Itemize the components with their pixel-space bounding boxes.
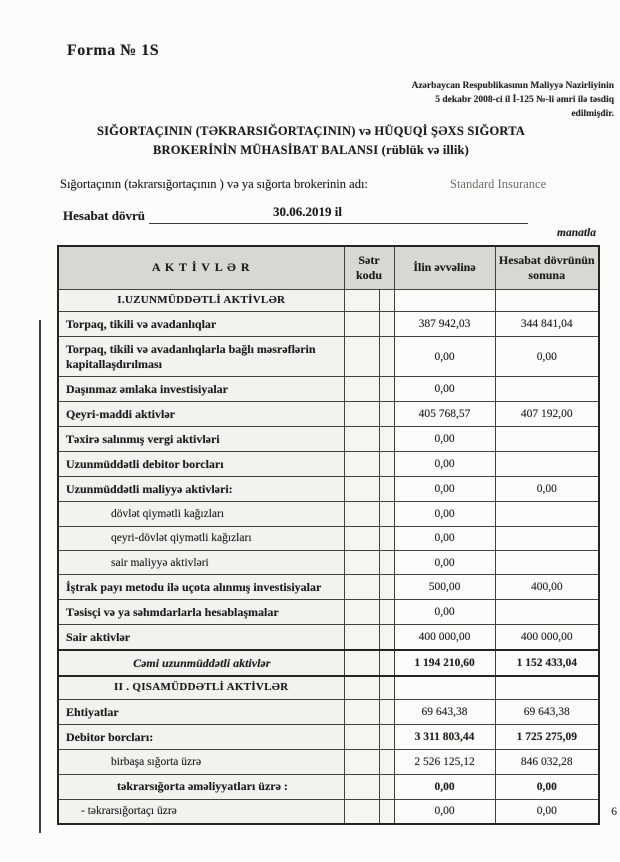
start-value-cell: 1 194 210,60 — [394, 650, 495, 676]
end-value-cell: 0,00 — [495, 477, 599, 502]
end-value-cell — [495, 551, 599, 575]
scan-edge-artifact — [39, 320, 41, 833]
approval-note-line: edilmişdir. — [571, 108, 614, 119]
form-number: Forma № 1S — [67, 42, 160, 59]
end-value-cell: 0,00 — [495, 799, 599, 824]
balance-table — [57, 245, 600, 825]
end-value-cell: 1 152 433,04 — [495, 650, 599, 676]
row-code-cell-inner — [379, 551, 394, 575]
table-row — [58, 377, 599, 402]
row-label: dövlət qiymətli kağızları — [58, 502, 344, 526]
row-code-cell — [344, 526, 379, 550]
row-code-cell — [344, 676, 379, 699]
row-code-cell-inner — [379, 502, 394, 526]
row-code-cell-inner — [379, 312, 394, 337]
table-row — [58, 337, 599, 377]
underline-blank — [149, 206, 271, 224]
end-value-cell: 0,00 — [495, 774, 599, 799]
row-code-cell — [344, 799, 379, 824]
row-label: - təkrarsığortaçı üzrə — [58, 799, 344, 824]
row-label: Uzunmüddətli maliyyə aktivləri: — [58, 477, 344, 502]
row-label: birbaşa sığorta üzrə — [58, 750, 344, 774]
row-code-cell-inner — [379, 477, 394, 502]
start-value-cell: 0,00 — [394, 600, 495, 625]
start-value-cell: 0,00 — [394, 427, 495, 452]
row-code-cell — [344, 452, 379, 477]
start-value-cell: 387 942,03 — [394, 312, 495, 337]
row-code-cell-inner — [379, 452, 394, 477]
table-row — [58, 575, 599, 600]
assets-header-cell: A K T İ V L Ə R — [58, 246, 344, 289]
row-label: Torpaq, tikili və avadanlıqlar — [58, 312, 344, 337]
page-number: 6 — [611, 806, 617, 818]
end-value-cell — [495, 502, 599, 526]
end-value-cell — [495, 427, 599, 452]
currency-note: manatla — [557, 227, 596, 239]
end-value-cell — [495, 600, 599, 625]
table-row — [58, 502, 599, 526]
table-row — [58, 725, 599, 750]
row-code-cell — [344, 312, 379, 337]
report-period-label: Hesabat dövrü — [63, 208, 145, 223]
document-title — [55, 122, 567, 160]
start-value-cell: 0,00 — [394, 551, 495, 575]
row-code-cell-inner — [379, 650, 394, 676]
table-row — [58, 526, 599, 550]
balance-table-body — [58, 289, 599, 824]
row-label: Ehtiyatlar — [58, 700, 344, 725]
row-label: Cəmi uzunmüddətli aktivlər — [58, 650, 344, 676]
start-value-cell: 405 768,57 — [394, 402, 495, 427]
row-label: I.UZUNMÜDDƏTLİ AKTİVLƏR — [58, 289, 344, 312]
section-row — [58, 676, 599, 699]
end-of-period-header-cell: Hesabat dövrünün sonuna — [495, 246, 599, 289]
insurer-name-row — [60, 177, 600, 192]
start-value-cell: 0,00 — [394, 502, 495, 526]
start-of-year-header-cell: İlin əvvəlinə — [394, 246, 495, 289]
start-value-cell: 0,00 — [394, 774, 495, 799]
table-row — [58, 551, 599, 575]
end-value-cell: 344 841,04 — [495, 312, 599, 337]
start-value-cell: 0,00 — [394, 452, 495, 477]
row-code-cell-inner — [379, 625, 394, 651]
approval-note — [324, 80, 614, 121]
row-label: sair maliyyə aktivləri — [58, 551, 344, 575]
row-code-cell — [344, 774, 379, 799]
start-value-cell: 0,00 — [394, 799, 495, 824]
end-value-cell — [495, 377, 599, 402]
start-value-cell — [394, 289, 495, 312]
row-code-cell-inner — [379, 427, 394, 452]
row-code-cell-inner — [379, 289, 394, 312]
table-row — [58, 600, 599, 625]
row-code-cell-inner — [379, 600, 394, 625]
row-code-cell — [344, 700, 379, 725]
balance-table-header — [58, 246, 599, 289]
report-period-value: 30.06.2019 il — [271, 204, 348, 224]
row-code-cell — [344, 750, 379, 774]
row-code-cell-inner — [379, 799, 394, 824]
approval-note-line: 5 dekabr 2008-ci il İ-125 №-li əmri ilə təsdiq — [435, 94, 614, 105]
insurer-name-label: Sığortaçının (təkrarsığortaçının ) və ya sığorta brokerinin adı: — [60, 177, 368, 191]
start-value-cell: 0,00 — [394, 526, 495, 550]
row-label: II . QISAMÜDDƏTLİ AKTİVLƏR — [58, 676, 344, 699]
table-row — [58, 402, 599, 427]
table-row — [58, 650, 599, 676]
start-value-cell: 400 000,00 — [394, 625, 495, 651]
row-code-header-cell: Sətr kodu — [344, 246, 394, 289]
row-code-cell-inner — [379, 575, 394, 600]
table-row — [58, 427, 599, 452]
row-code-cell-inner — [379, 750, 394, 774]
row-code-cell — [344, 337, 379, 377]
row-label: Torpaq, tikili və avadanlıqlarla bağlı məsrəflərin kapitallaşdırılması — [58, 337, 344, 377]
row-code-cell — [344, 502, 379, 526]
row-code-cell-inner — [379, 402, 394, 427]
row-code-cell-inner — [379, 337, 394, 377]
row-label: qeyri-dövlət qiymətli kağızları — [58, 526, 344, 550]
header-row — [58, 246, 599, 289]
table-row — [58, 799, 599, 824]
end-value-cell: 400,00 — [495, 575, 599, 600]
end-value-cell — [495, 452, 599, 477]
start-value-cell: 0,00 — [394, 477, 495, 502]
section-row — [58, 289, 599, 312]
row-code-cell — [344, 289, 379, 312]
row-code-cell-inner — [379, 700, 394, 725]
end-value-cell — [495, 526, 599, 550]
row-label: Debitor borcları: — [58, 725, 344, 750]
start-value-cell: 2 526 125,12 — [394, 750, 495, 774]
row-code-cell-inner — [379, 676, 394, 699]
document-title-line: BROKERİNİN MÜHASİBAT BALANSI (rüblük və illik) — [152, 142, 470, 157]
row-code-cell — [344, 427, 379, 452]
row-label: Sair aktivlər — [58, 625, 344, 651]
end-value-cell: 1 725 275,09 — [495, 725, 599, 750]
row-code-cell — [344, 625, 379, 651]
row-label: təkrarsığorta əməliyyatları üzrə : — [58, 774, 344, 799]
start-value-cell: 69 643,38 — [394, 700, 495, 725]
approval-note-line: Azərbaycan Respublikasının Maliyyə Nazirliyinin — [411, 81, 614, 91]
table-row — [58, 477, 599, 502]
row-label: Qeyri-maddi aktivlər — [58, 402, 344, 427]
report-period-row — [63, 204, 528, 224]
start-value-cell: 500,00 — [394, 575, 495, 600]
document-title-line: SIĞORTAÇININ (TƏKRARSIĞORTAÇININ) və HÜQUQİ ŞƏXS SIĞORTA — [96, 124, 526, 138]
start-value-cell — [394, 676, 495, 699]
start-value-cell: 0,00 — [394, 377, 495, 402]
table-row — [58, 312, 599, 337]
insurer-name-value: Standard Insurance — [450, 177, 547, 191]
table-row — [58, 750, 599, 774]
row-code-cell — [344, 600, 379, 625]
table-row — [58, 452, 599, 477]
table-row — [58, 700, 599, 725]
table-row — [58, 774, 599, 799]
row-code-cell — [344, 575, 379, 600]
end-value-cell: 400 000,00 — [495, 625, 599, 651]
end-value-cell: 69 643,38 — [495, 700, 599, 725]
row-label: Təxirə salınmış vergi aktivləri — [58, 427, 344, 452]
row-code-cell — [344, 377, 379, 402]
row-code-cell-inner — [379, 377, 394, 402]
row-label: İştrak payı metodu ilə uçota alınmış investisiyalar — [58, 575, 344, 600]
end-value-cell: 407 192,00 — [495, 402, 599, 427]
row-code-cell-inner — [379, 774, 394, 799]
start-value-cell: 0,00 — [394, 337, 495, 377]
row-code-cell — [344, 477, 379, 502]
row-code-cell — [344, 402, 379, 427]
row-code-cell — [344, 551, 379, 575]
row-code-cell — [344, 725, 379, 750]
row-code-cell — [344, 650, 379, 676]
end-value-cell: 846 032,28 — [495, 750, 599, 774]
start-value-cell: 3 311 803,44 — [394, 725, 495, 750]
row-label: Təsisçi və ya səhmdarlarla hesablaşmalar — [58, 600, 344, 625]
row-code-cell-inner — [379, 725, 394, 750]
row-label: Uzunmüddətli debitor borcları — [58, 452, 344, 477]
end-value-cell — [495, 289, 599, 312]
row-label: Daşınmaz əmlaka investisiyalar — [58, 377, 344, 402]
table-row — [58, 625, 599, 651]
end-value-cell — [495, 676, 599, 699]
row-code-cell-inner — [379, 526, 394, 550]
underline-blank — [348, 206, 528, 224]
end-value-cell: 0,00 — [495, 337, 599, 377]
